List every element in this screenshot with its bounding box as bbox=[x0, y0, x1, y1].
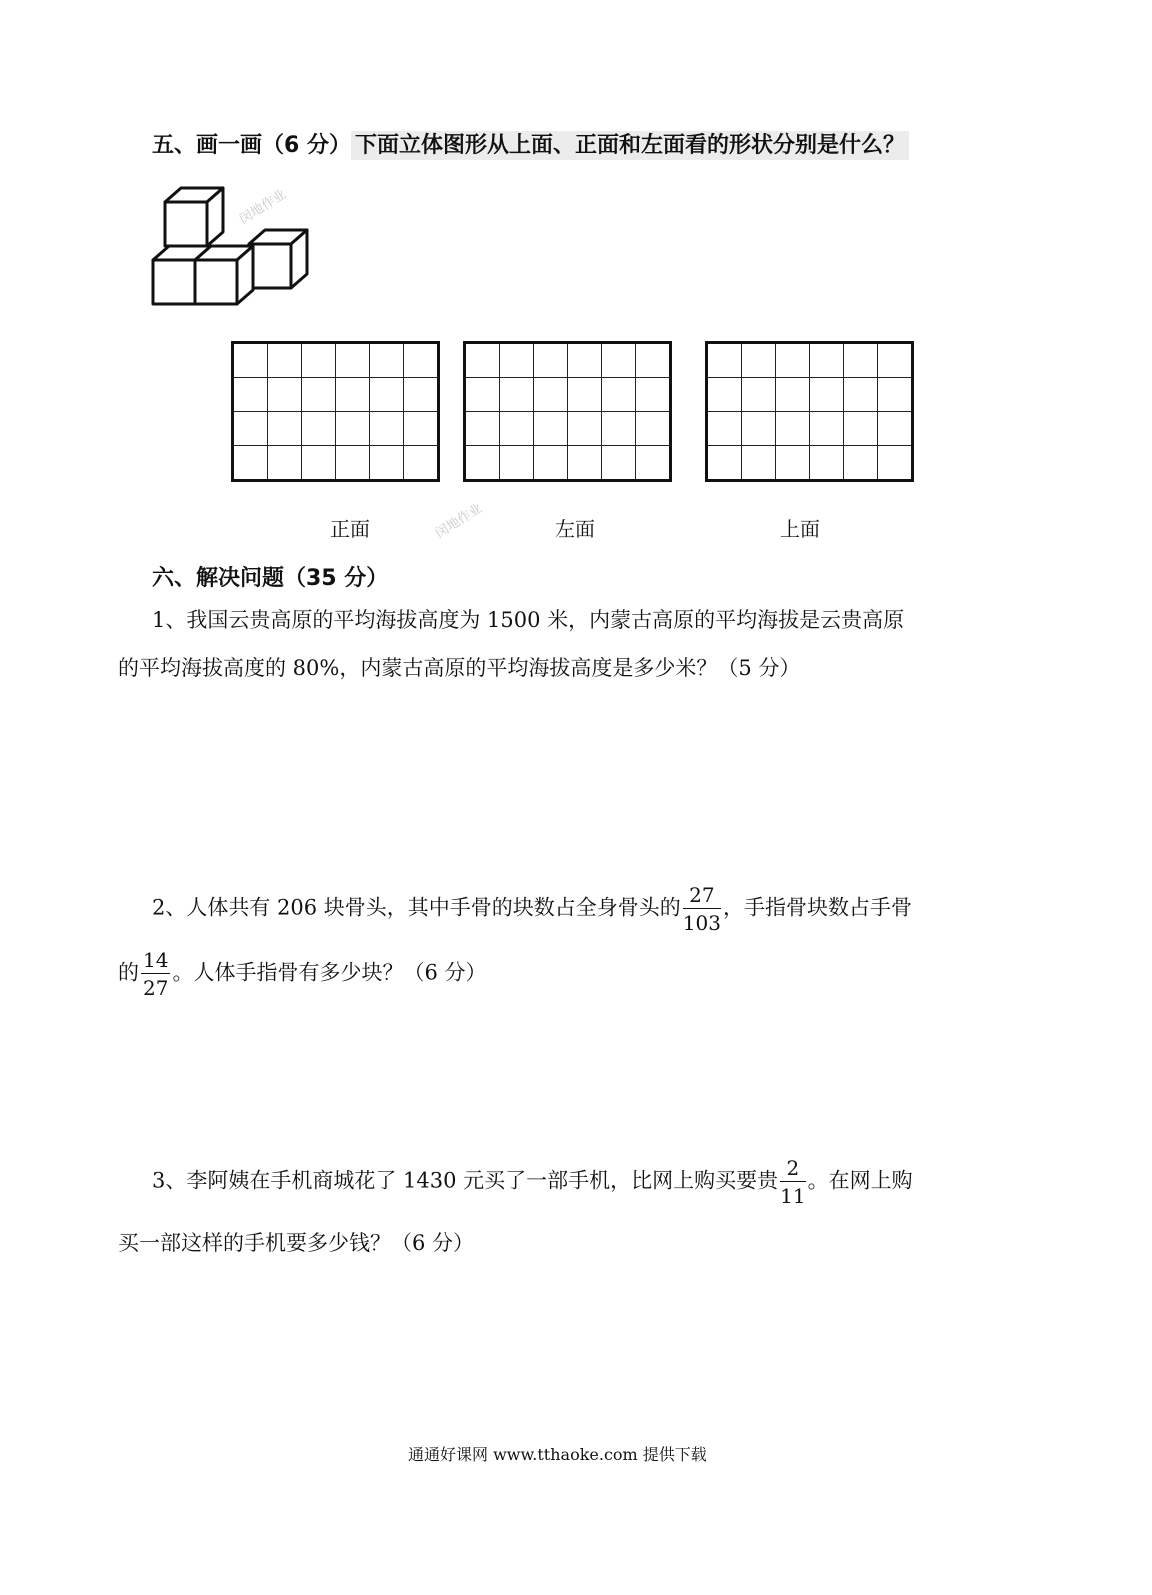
q2-text-part3: 的 bbox=[118, 960, 139, 985]
label-front: 正面 bbox=[330, 517, 370, 541]
q1-line1: 1、我国云贵高原的平均海拔高度为 1500 米，内蒙古高原的平均海拔是云贵高原 bbox=[152, 608, 905, 632]
section-5-title: 五、画一画（6 分） bbox=[152, 133, 351, 158]
grid-front-view[interactable] bbox=[231, 341, 440, 482]
fraction-denominator: 27 bbox=[143, 976, 169, 1000]
watermark-logo: 闵地作业 bbox=[237, 187, 290, 228]
fraction-denominator: 11 bbox=[780, 1184, 806, 1208]
q3-line1 bbox=[152, 1158, 913, 1206]
label-top: 上面 bbox=[780, 517, 820, 541]
q2-line1 bbox=[152, 885, 912, 933]
fraction-numerator: 2 bbox=[780, 1158, 805, 1182]
q3-line2: 买一部这样的手机要多少钱？（6 分） bbox=[118, 1231, 475, 1255]
fraction-2-11 bbox=[780, 1158, 805, 1206]
section-5-prompt: 下面立体图形从上面、正面和左面看的形状分别是什么？ bbox=[351, 131, 909, 160]
grid-top-view[interactable] bbox=[705, 341, 914, 482]
fraction-numerator: 27 bbox=[683, 885, 721, 909]
fraction-numerator: 14 bbox=[143, 948, 169, 972]
q1-line2: 的平均海拔高度的 80%，内蒙古高原的平均海拔高度是多少米？（5 分） bbox=[118, 656, 801, 680]
section-6-title: 六、解决问题（35 分） bbox=[152, 566, 389, 591]
cube-figure bbox=[145, 182, 320, 312]
watermark-logo: 闵地作业 bbox=[433, 501, 486, 542]
fraction-denominator: 103 bbox=[682, 911, 721, 935]
grid-left-view[interactable] bbox=[463, 341, 672, 482]
fraction-27-103 bbox=[683, 885, 721, 933]
label-left: 左面 bbox=[555, 517, 595, 541]
q2-line2 bbox=[118, 950, 487, 998]
fraction-14-27 bbox=[141, 950, 170, 998]
q2-text-part2: ，手指骨块数占手骨 bbox=[722, 895, 912, 920]
q2-text-part1: 2、人体共有 206 块骨头，其中手骨的块数占全身骨头的 bbox=[152, 895, 681, 920]
q3-text-part2: 。在网上购 bbox=[807, 1168, 913, 1193]
page-footer: 通通好课网 www.tthaoke.com 提供下载 bbox=[408, 1445, 707, 1464]
q2-text-part4: 。人体手指骨有多少块？（6 分） bbox=[172, 960, 487, 985]
q3-text-part1: 3、李阿姨在手机商城花了 1430 元买了一部手机，比网上购买要贵 bbox=[152, 1168, 779, 1193]
section-5-heading bbox=[152, 128, 909, 159]
